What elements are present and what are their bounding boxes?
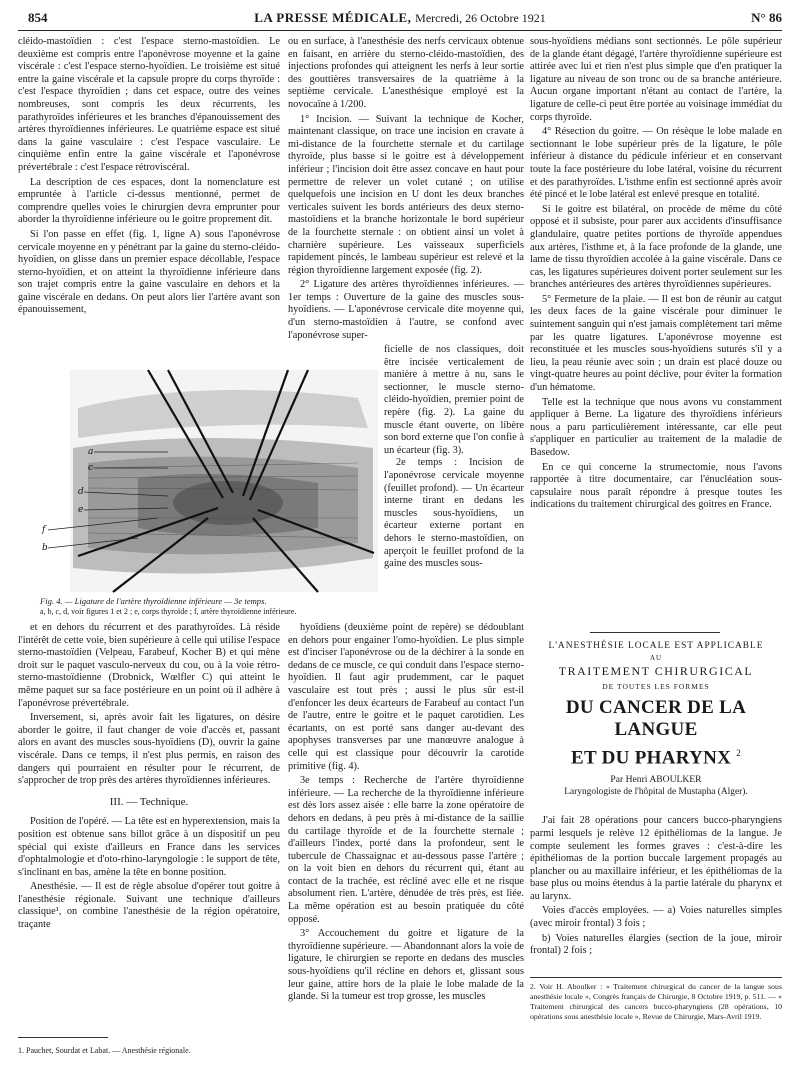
issue-date: Mercredi, 26 Octobre 1921 bbox=[415, 11, 546, 25]
article-affiliation: Laryngologiste de l'hôpital de Mustapha (Alger). bbox=[564, 787, 748, 798]
figure-legend: a, b, c, d, voir figures 1 et 2 ; e, corps thyroïde ; f, artère thyroïdienne inférieure. bbox=[40, 607, 297, 616]
paragraph: Si l'on passe en effet (fig. 1, ligne A) sous l'aponévrose cervicale moyenne en y pénétrant par la gaine du sterno-cléido-hyoïdien, on glisse dans un premier espace décollable, l'espace sterno-hyoïdien, et on atteint la thyroïdienne inférieure dans son trajet compris entre la gaine vasculaire en dehors et la gaine viscérale en dedans. On peut alors lier l'artère avant son épanouissement, bbox=[18, 228, 280, 316]
article-author: Par Henri ABOULKER bbox=[610, 774, 702, 786]
paragraph: Position de l'opéré. — La tête est en hyperextension, mais la position est obtenue sans billot grâce à un dispositif un peu spécial qui existe d'ailleurs en France dans les services d'ophtalmologie et d'oto-rhino-laryngologie : le support de tête, s'inclinant en bas, amène la tête en bonne position. bbox=[18, 816, 280, 878]
issue-number: N° 86 bbox=[751, 10, 782, 25]
paragraph: 5° Fermeture de la plaie. — Il est bon de réunir au catgut les deux faces de la gaine viscérale pour diminuer le suintement sanguin qui n'est jamais complètement tari même par les quatre ligatures. L'aponévrose moyenne est reconstituée et les muscles sous-hyoïdiens suturés s'il y a lieu, la peau réunie avec soin ; un drain est placé douze ou vingt-quatre heures au point déclive, pour éviter la formation d'un hématome. bbox=[530, 293, 782, 394]
figure-caption: Fig. 4. — Ligature de l'artère thyroïdienne inférieure — 3e temps. bbox=[40, 596, 267, 606]
figure-label: e bbox=[78, 505, 84, 515]
footnote-rule bbox=[18, 1037, 108, 1038]
paragraph: sous-hyoïdiens médians sont sectionnés. Le pôle supérieur de la glande étant dégagé, l'artère thyroïdienne supérieure est attirée avec lui et rien n'est plus simple que d'en pratiquer la ligature au niveau de son tronc ou de sa branche antérieure. Aucun organe important n'étant au contact de l'artère, la ligature de celle-ci peut être portée au voisinage immédiat du corps thyroïde. bbox=[530, 36, 782, 123]
paragraph: hyoïdiens (deuxième point de repère) se dédoublant en dehors pour engainer l'omo-hyoïdien. Le plus simple est d'inciser l'aponévrose ou de la déchirer à la sonde en dedans de ce muscle, ce qui conduit dans l'espace sterno-hyoïdien. Il faut agir prudemment, car le paquet vasculaire est tout près ; aussi le plus sûr est-il d'enfoncer les deux écarteurs de Farabeuf au contact l'un de l'autre, entre le goitre et le paquet carotidien. Les écartants, on est porté sans danger au-devant des apophyses transverses par une manœuvre analogue à celle qui est classique pour découvrir la carotide primitive (fig. 4). bbox=[288, 622, 524, 772]
paragraph: 3° Accouchement du goitre et ligature de la thyroïdienne supérieure. — Abandonnant alors la voie de ligature, le chirurgien se reporte en dedans des muscles sous-hyoïdiens qu'il récline en dehors et, glissant sous leur gaine, attire hors de la plaie le lobe malade de la glande. Si la tumeur est trop grosse, les muscles bbox=[288, 928, 524, 1003]
paragraph: et en dehors du récurrent et des parathyroïdes. Là réside l'intérêt de cette voie, bien supérieure à celle qui utilise l'espace sterno-mastoïdien (Velpeau, Farabeuf, Kocher B) et qui mène droit sur le paquet vasculo-nerveux du cou, ou à la voie rétro-sterno-mastoïdienne (Drobnick, Wœlfler C) qui atteint le même paquet sur sa face postérieure en un point où il adhère à l'aponévrose prévertébrale. bbox=[18, 622, 280, 709]
journal-name: LA PRESSE MÉDICALE, bbox=[254, 10, 412, 25]
paragraph: 1° Incision. — Suivant la technique de Kocher, maintenant classique, on trace une incision en cravate à mi-distance de la fourchette sternale et du cartilage thyroïde, plus basse si le goitre est à développement inférieur ; l'incision doit être assez concave en haut pour permettre de relever un volet cutané ; on utilise quelquefois une incision en U dont les deux branches verticales suivent les bords antérieurs des deux sterno-mastoïdiens et la branche horizontale le bord supérieur de la fourchette sternale : on obtient ainsi un volet à charnière supérieure. Les vaisseaux superficiels rapidement pincés, le lambeau supérieur est relevé et la région thyroïdienne largement exposée (fig. 2). bbox=[288, 113, 524, 276]
paragraph: b) Voies naturelles élargies (section de la joue, miroir frontal) 2 fois ; bbox=[530, 932, 782, 957]
article-kicker: L'ANESTHÉSIE LOCALE EST APPLICABLE bbox=[548, 641, 764, 651]
article-divider bbox=[590, 632, 720, 633]
column-left-top bbox=[18, 36, 280, 319]
paragraph: Telle est la technique que nous avons vu constamment appliquer à Berne. La ligature des thyroïdiens inférieurs nous a paru particulièrement intéressante, car elle peut s'appliquer en particulier au traitement de la maladie de Basedow. bbox=[530, 396, 782, 458]
article-title-line2 bbox=[530, 741, 782, 770]
column-left-bottom bbox=[18, 622, 280, 934]
paragraph: 2° Ligature des artères thyroïdiennes inférieures. — 1er temps : Ouverture de la gaine des muscles sous-hyoïdiens. — L'aponévrose cervicale dite moyenne qui, d'un sterno-mastoïdien à l'autre, se confond avec l'aponévrose super- bbox=[288, 279, 524, 341]
article-treatment: TRAITEMENT CHIRURGICAL bbox=[558, 664, 754, 678]
footnote: 1. Pauchet, Sourdat et Labat. — Anesthésie régionale. bbox=[18, 1046, 191, 1055]
article-aboulker bbox=[530, 640, 782, 960]
figure-label: f bbox=[42, 525, 46, 535]
page-header bbox=[18, 8, 782, 28]
journal-title bbox=[18, 10, 782, 26]
figure-label: d bbox=[78, 487, 84, 497]
surgical-illustration bbox=[18, 368, 380, 614]
paragraph: ou en surface, à l'anesthésie des nerfs cervicaux obtenue en faisant, en arrière du sterno-cléido-mastoïdien, des injections profondes qui atteignent les nerfs à leur sortie des gouttières transversaires de la quatrième à la septième cervicale. L'anesthésique employé est la novocaïne à 1/200. bbox=[288, 36, 524, 110]
column-right bbox=[530, 36, 782, 514]
paragraph: En ce qui concerne la strumectomie, nous l'avons rapportée à titre documentaire, car l'énucléation sous-capsulaire nous paraît répondre à presque toutes les indications du traitement chirurgical des goitres en France. bbox=[530, 461, 782, 511]
paragraph: Si le goitre est bilatéral, on procède de même du côté opposé et il subsiste, pour parer aux accidents d'insuffisance glandulaire, quatre petites portions de thyroïde appendues aux artères, l'isthme et, à la face profonde de la glande, une lame de tissu thyroïdien accolée à la gaine viscérale. Dans ce cas, les ligatures supérieures doivent porter seulement sur les branches antérieures des artères thyroïdiennes supérieures. bbox=[530, 203, 782, 291]
section-heading: III. — Technique. bbox=[109, 795, 189, 808]
column-middle-bottom bbox=[288, 622, 524, 1006]
article-kicker-au: AU bbox=[649, 654, 663, 662]
paragraph: 2e temps : Incision de l'aponévrose cervicale moyenne (feuillet profond). — Un écarteur interne tirant en dedans les muscles sous-hyoïdiens, un écarteur externe portant en dehors le sterno-mastoïdien, on aperçoit le feuillet profond de la gaine des muscles sous- bbox=[384, 457, 524, 570]
column-middle-top bbox=[288, 36, 524, 344]
surgery-drawing bbox=[18, 368, 380, 594]
figure-label: b bbox=[42, 543, 48, 553]
figure-label: c bbox=[88, 463, 94, 473]
paragraph: ficielle de nos classiques, doit être incisée verticalement de manière à mettre à nu, sans le sectionner, le muscle sterno-cléido-hyoïdien, premier point de repère (fig. 2). La gaine du muscle étant ouverte, on libère son bord externe que l'on confie à un écarteur (fig. 3). bbox=[384, 344, 524, 456]
article-footnote: 2. Voir H. Aboulker : « Traitement chirurgical du cancer de la langue sous anesthésie locale », Congrès français de Chirurgie, 8 Octobre 1919, p. 511. — « Traitement chirurgical des cancers bucco-pharyngiens (28 opérations, 10 opérations sous anesthésie locale », Revue de Chirurgie, Mars-Avril 1919. bbox=[530, 982, 782, 1021]
page-number: 854 bbox=[28, 10, 48, 25]
paragraph: La description de ces espaces, dont la nomenclature est empruntée à l'article ci-dessus mentionné, permet de comprendre quelles voies le chirurgien devra emprunter pour aborder la thyroïdienne inférieure ou le goitre proprement dit. bbox=[18, 176, 280, 226]
paragraph: Anesthésie. — Il est de règle absolue d'opérer tout goitre à l'anesthésie régionale. Suivant une technique d'ailleurs classique¹, on combine l'anesthésie de la région opératoire, traçante bbox=[18, 881, 280, 931]
paragraph: J'ai fait 28 opérations pour cancers bucco-pharyngiens parmi lesquels je relève 12 épithéliomas de la langue. Je compte seulement les formes graves : c'est-à-dire les épithéliomas de la portion buccale largement propagés au plancher ou au maxillaire inférieur, et les épithéliomas de la base plus ou moins étendus à la partie latérale du pharynx et au larynx. bbox=[530, 815, 782, 902]
figure-label: a bbox=[88, 447, 94, 457]
paragraph: Voies d'accès employées. — a) Voies naturelles simples (avec miroir frontal) 3 fois ; bbox=[530, 905, 782, 930]
header-rule bbox=[18, 30, 782, 31]
text-beside-figure bbox=[384, 344, 524, 571]
paragraph: cléido-mastoïdien : c'est l'espace sterno-mastoïdien. Le deuxième est compris entre l'aponévrose moyenne et la gaine viscérale : c'est l'espace sterno-hyoïdien. Le troisième est situé entre la gaine viscérale et la capsule propre du corps thyroïde : c'est l'espace thyroïdien ; dans cet espace, outre des veines nombreuses, sont compris les deux récurrents, les parathyroïdes inférieures et les branches d'épanouissement des artères thyroïdiennes inférieures. Le quatrième espace est situé dans la gaine vasculaire : c'est l'espace vasculaire. Le cinquième enfin entre la gaine viscérale et l'aponévrose prévertébrale : c'est l'espace rétroviscéral. bbox=[18, 36, 280, 173]
article-title-line1: DU CANCER DE LA LANGUE bbox=[565, 697, 747, 740]
article-body bbox=[530, 815, 782, 958]
paragraph: 4° Résection du goitre. — On résèque le lobe malade en sectionnant le lobe supérieur près de la ligature, le pôle inférieur à distance du pédicule inférieur et en conservant toute la face postérieure du lobe latéral, voisine du récurrent et des parathyroïdes. L'isthme enfin est sectionné après avoir été pincé et le lobe latéral est enlevé presque en totalité. bbox=[530, 126, 782, 201]
paragraph: Inversement, si, après avoir fait les ligatures, on désire aborder le goitre, il faut changer de voie d'accès et, passant alors en avant des muscles sous-hyoïdiens (D), ouvrir la gaine viscérale. Dans ce temps, il n'est plus permis, en raison des dangers qui pourraient en résulter pour le récurrent, de s'approcher de trop près des artères thyroïdiennes inférieures. bbox=[18, 712, 280, 787]
title-note-marker: 2 bbox=[736, 748, 742, 758]
paragraph: 3e temps : Recherche de l'artère thyroïdienne inférieure. — La recherche de la thyroïdienne inférieure est dès lors assez aisée : elle barre la zone opératoire de dehors en dedans, à peu près à mi-distance de la saillie du cartilage thyroïde et de la fourchette sternale ; d'ailleurs l'index, porté dans la profondeur, sent le tubercule de Chassaignac et au-dessous passe l'artère ; on la voit bien en dehors du récurrent qui, étant au contact de la trachée, est récliné avec elle et ne risque absolument rien. L'artère, dénudée de très près, est liée. La même opération est au besoin pratiquée du côté opposé. bbox=[288, 775, 524, 925]
article-forms: DE TOUTES LES FORMES bbox=[602, 682, 710, 691]
article-title-text: ET DU PHARYNX bbox=[570, 747, 732, 769]
article-footnote-rule bbox=[530, 977, 782, 978]
